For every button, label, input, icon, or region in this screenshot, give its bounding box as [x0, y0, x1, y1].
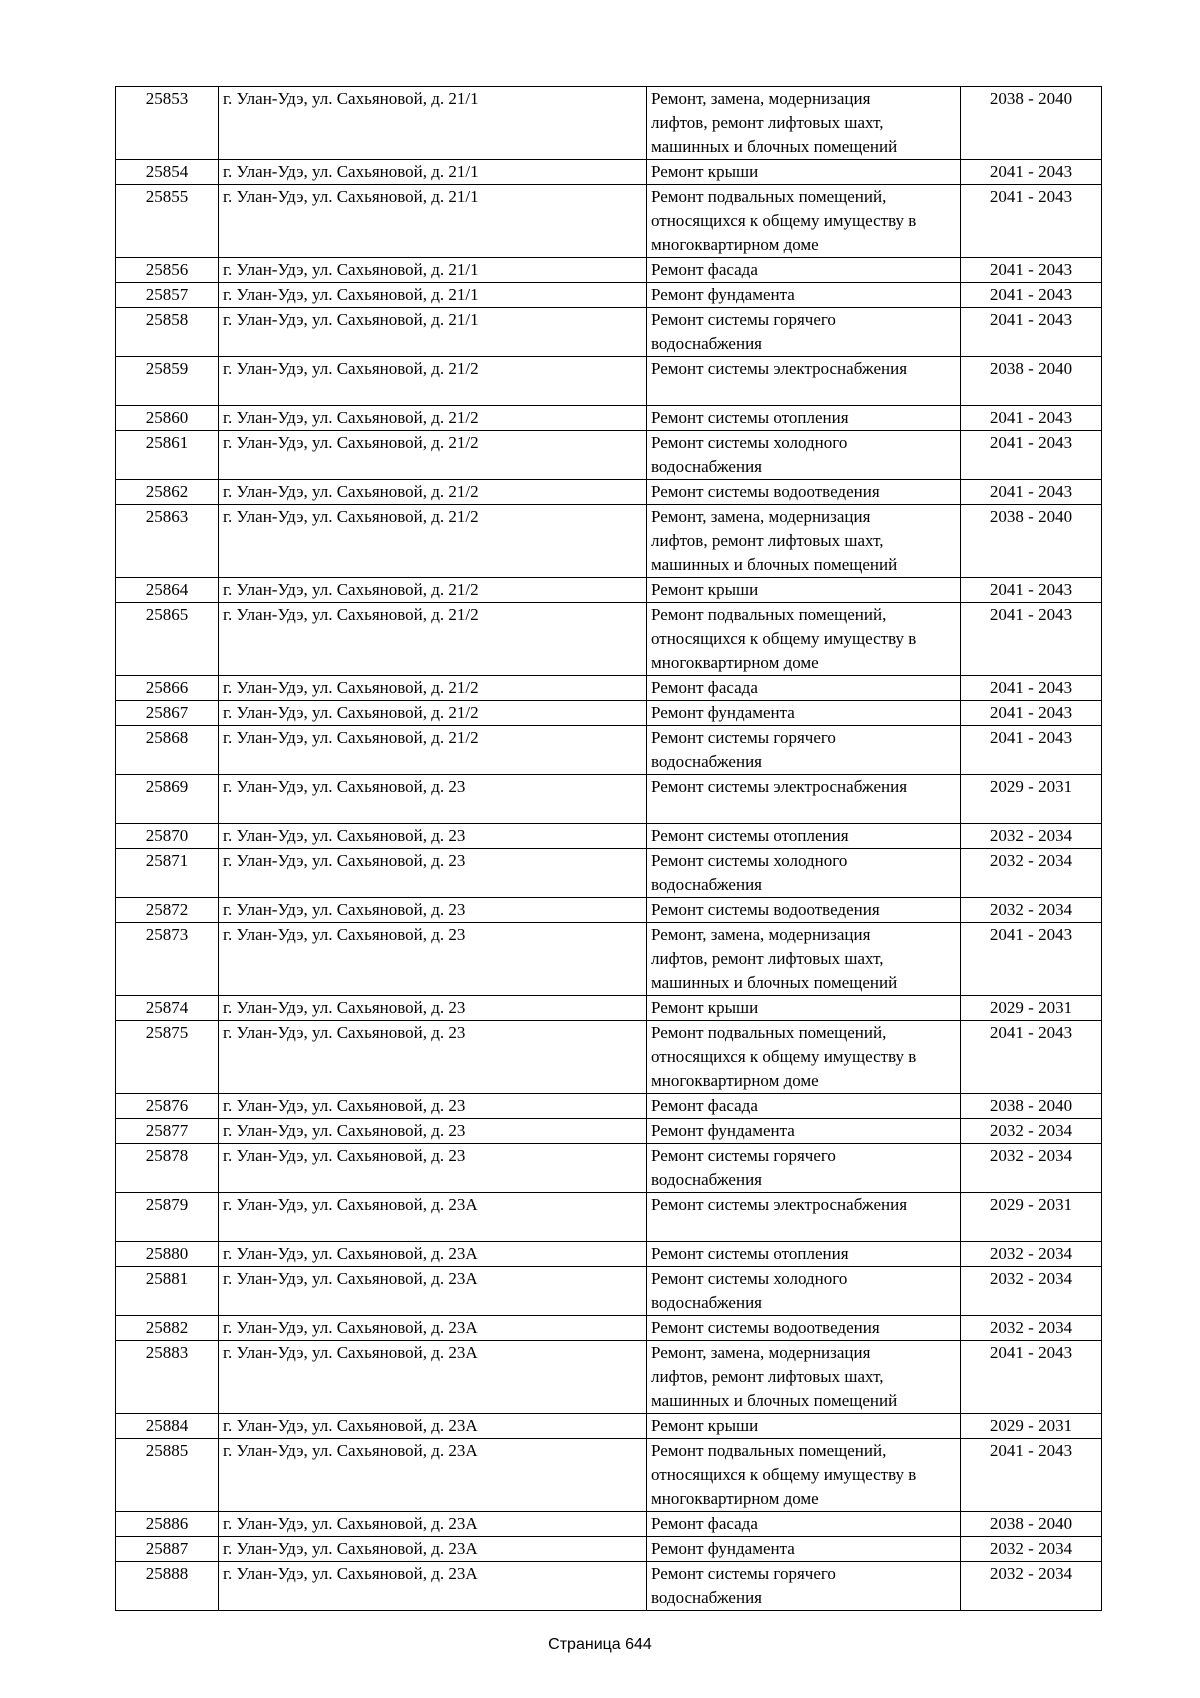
work-type-line — [651, 381, 956, 405]
period-cell: 2041 - 2043 — [961, 160, 1102, 185]
work-type-cell — [647, 775, 961, 824]
work-type-cell — [647, 1021, 961, 1094]
table-row — [116, 1119, 1102, 1144]
work-type-line: Ремонт системы холодного — [651, 433, 848, 452]
table-row — [116, 1512, 1102, 1537]
address-cell: г. Улан-Удэ, ул. Сахьяновой, д. 23 — [219, 1119, 647, 1144]
row-number-cell: 25860 — [116, 406, 219, 431]
period-cell: 2029 - 2031 — [961, 1193, 1102, 1242]
work-type-line: водоснабжения — [651, 334, 762, 353]
row-number-cell: 25864 — [116, 578, 219, 603]
work-type-cell — [647, 1193, 961, 1242]
work-type-line: Ремонт подвальных помещений, — [651, 1441, 887, 1460]
address-cell: г. Улан-Удэ, ул. Сахьяновой, д. 23А — [219, 1341, 647, 1414]
work-type-line: Ремонт системы горячего — [651, 1146, 836, 1165]
work-type-line: Ремонт системы отопления — [651, 1244, 849, 1263]
work-type-cell — [647, 1144, 961, 1193]
address-cell: г. Улан-Удэ, ул. Сахьяновой, д. 21/1 — [219, 160, 647, 185]
address-cell: г. Улан-Удэ, ул. Сахьяновой, д. 21/2 — [219, 676, 647, 701]
row-number-cell: 25873 — [116, 923, 219, 996]
row-number-cell: 25857 — [116, 283, 219, 308]
work-type-line: Ремонт крыши — [651, 162, 759, 181]
period-cell: 2038 - 2040 — [961, 87, 1102, 160]
address-cell: г. Улан-Удэ, ул. Сахьяновой, д. 23А — [219, 1193, 647, 1242]
work-type-cell — [647, 578, 961, 603]
work-type-line: Ремонт подвальных помещений, — [651, 1023, 887, 1042]
work-type-line: Ремонт крыши — [651, 580, 759, 599]
work-type-cell — [647, 185, 961, 258]
work-type-cell — [647, 701, 961, 726]
table-row — [116, 775, 1102, 824]
period-cell: 2029 - 2031 — [961, 775, 1102, 824]
table-row — [116, 505, 1102, 578]
period-cell: 2029 - 2031 — [961, 996, 1102, 1021]
work-type-line: водоснабжения — [651, 752, 762, 771]
period-cell: 2038 - 2040 — [961, 1512, 1102, 1537]
row-number-cell: 25875 — [116, 1021, 219, 1094]
work-type-cell — [647, 357, 961, 406]
address-cell: г. Улан-Удэ, ул. Сахьяновой, д. 23 — [219, 775, 647, 824]
work-type-line: Ремонт системы отопления — [651, 826, 849, 845]
row-number-cell: 25876 — [116, 1094, 219, 1119]
work-type-cell — [647, 898, 961, 923]
table-row — [116, 1341, 1102, 1414]
address-cell: г. Улан-Удэ, ул. Сахьяновой, д. 21/2 — [219, 701, 647, 726]
period-cell: 2041 - 2043 — [961, 701, 1102, 726]
work-type-line: водоснабжения — [651, 1170, 762, 1189]
row-number-cell: 25855 — [116, 185, 219, 258]
address-cell: г. Улан-Удэ, ул. Сахьяновой, д. 23 — [219, 824, 647, 849]
row-number-cell: 25882 — [116, 1316, 219, 1341]
table-row — [116, 1562, 1102, 1611]
address-cell: г. Улан-Удэ, ул. Сахьяновой, д. 23 — [219, 996, 647, 1021]
work-type-cell — [647, 1341, 961, 1414]
work-type-line: относящихся к общему имуществу в — [651, 1047, 917, 1066]
work-type-cell — [647, 726, 961, 775]
period-cell: 2041 - 2043 — [961, 1341, 1102, 1414]
period-cell: 2038 - 2040 — [961, 505, 1102, 578]
table-row — [116, 406, 1102, 431]
row-number-cell: 25874 — [116, 996, 219, 1021]
period-cell: 2029 - 2031 — [961, 1414, 1102, 1439]
row-number-cell: 25887 — [116, 1537, 219, 1562]
table-row — [116, 160, 1102, 185]
work-type-cell — [647, 1094, 961, 1119]
period-cell: 2032 - 2034 — [961, 1316, 1102, 1341]
row-number-cell: 25867 — [116, 701, 219, 726]
work-type-cell — [647, 923, 961, 996]
row-number-cell: 25868 — [116, 726, 219, 775]
table-row — [116, 283, 1102, 308]
work-type-line: Ремонт системы водоотведения — [651, 900, 880, 919]
row-number-cell: 25869 — [116, 775, 219, 824]
address-cell: г. Улан-Удэ, ул. Сахьяновой, д. 21/1 — [219, 283, 647, 308]
work-type-cell — [647, 849, 961, 898]
work-type-cell — [647, 1316, 961, 1341]
table-row — [116, 1144, 1102, 1193]
work-type-line: Ремонт системы горячего — [651, 310, 836, 329]
period-cell: 2038 - 2040 — [961, 1094, 1102, 1119]
address-cell: г. Улан-Удэ, ул. Сахьяновой, д. 23 — [219, 1144, 647, 1193]
address-cell: г. Улан-Удэ, ул. Сахьяновой, д. 21/1 — [219, 258, 647, 283]
row-number-cell: 25871 — [116, 849, 219, 898]
work-type-line: Ремонт крыши — [651, 998, 759, 1017]
period-cell: 2041 - 2043 — [961, 1439, 1102, 1512]
table-row — [116, 849, 1102, 898]
address-cell: г. Улан-Удэ, ул. Сахьяновой, д. 23А — [219, 1316, 647, 1341]
table-row — [116, 824, 1102, 849]
work-type-line: машинных и блочных помещений — [651, 137, 898, 156]
period-cell: 2041 - 2043 — [961, 480, 1102, 505]
address-cell: г. Улан-Удэ, ул. Сахьяновой, д. 23А — [219, 1439, 647, 1512]
address-cell: г. Улан-Удэ, ул. Сахьяновой, д. 21/2 — [219, 726, 647, 775]
table-row — [116, 431, 1102, 480]
address-cell: г. Улан-Удэ, ул. Сахьяновой, д. 23 — [219, 1021, 647, 1094]
address-cell: г. Улан-Удэ, ул. Сахьяновой, д. 21/2 — [219, 406, 647, 431]
table-row — [116, 1537, 1102, 1562]
work-type-line: лифтов, ремонт лифтовых шахт, — [651, 1367, 884, 1386]
table-row — [116, 1193, 1102, 1242]
address-cell: г. Улан-Удэ, ул. Сахьяновой, д. 21/2 — [219, 603, 647, 676]
work-type-cell — [647, 308, 961, 357]
work-type-line: лифтов, ремонт лифтовых шахт, — [651, 949, 884, 968]
work-type-line: машинных и блочных помещений — [651, 1391, 898, 1410]
work-type-line: многоквартирном доме — [651, 1071, 819, 1090]
period-cell: 2041 - 2043 — [961, 603, 1102, 676]
address-cell: г. Улан-Удэ, ул. Сахьяновой, д. 21/2 — [219, 480, 647, 505]
row-number-cell: 25866 — [116, 676, 219, 701]
row-number-cell: 25888 — [116, 1562, 219, 1611]
table-row — [116, 1021, 1102, 1094]
table-row — [116, 701, 1102, 726]
work-type-line: Ремонт системы электроснабжения — [651, 359, 908, 378]
row-number-cell: 25854 — [116, 160, 219, 185]
work-type-cell — [647, 480, 961, 505]
work-type-line: лифтов, ремонт лифтовых шахт, — [651, 531, 884, 550]
period-cell: 2032 - 2034 — [961, 1144, 1102, 1193]
address-cell: г. Улан-Удэ, ул. Сахьяновой, д. 21/2 — [219, 578, 647, 603]
table-row — [116, 258, 1102, 283]
address-cell: г. Улан-Удэ, ул. Сахьяновой, д. 23 — [219, 849, 647, 898]
address-cell: г. Улан-Удэ, ул. Сахьяновой, д. 23 — [219, 1094, 647, 1119]
period-cell: 2032 - 2034 — [961, 1119, 1102, 1144]
address-cell: г. Улан-Удэ, ул. Сахьяновой, д. 21/2 — [219, 505, 647, 578]
period-cell: 2041 - 2043 — [961, 406, 1102, 431]
work-type-line: Ремонт системы электроснабжения — [651, 1195, 908, 1214]
work-type-cell — [647, 431, 961, 480]
address-cell: г. Улан-Удэ, ул. Сахьяновой, д. 21/2 — [219, 431, 647, 480]
row-number-cell: 25884 — [116, 1414, 219, 1439]
table-row — [116, 923, 1102, 996]
period-cell: 2032 - 2034 — [961, 1242, 1102, 1267]
work-type-line: Ремонт системы водоотведения — [651, 1318, 880, 1337]
work-type-line: Ремонт системы горячего — [651, 728, 836, 747]
table-row — [116, 1316, 1102, 1341]
work-type-line: Ремонт, замена, модернизация — [651, 89, 871, 108]
period-cell: 2041 - 2043 — [961, 1021, 1102, 1094]
work-type-line: Ремонт фундамента — [651, 285, 795, 304]
work-type-line: Ремонт подвальных помещений, — [651, 187, 887, 206]
table-row — [116, 480, 1102, 505]
work-type-cell — [647, 1537, 961, 1562]
table-row — [116, 185, 1102, 258]
work-type-line — [651, 799, 956, 823]
period-cell: 2041 - 2043 — [961, 258, 1102, 283]
table-row — [116, 1414, 1102, 1439]
period-cell: 2032 - 2034 — [961, 1562, 1102, 1611]
address-cell: г. Улан-Удэ, ул. Сахьяновой, д. 23А — [219, 1242, 647, 1267]
work-type-line: Ремонт фасада — [651, 1514, 758, 1533]
table-row — [116, 676, 1102, 701]
table-row — [116, 578, 1102, 603]
work-type-cell — [647, 160, 961, 185]
work-type-line: Ремонт системы горячего — [651, 1564, 836, 1583]
table-row — [116, 308, 1102, 357]
row-number-cell: 25863 — [116, 505, 219, 578]
work-type-line: водоснабжения — [651, 457, 762, 476]
period-cell: 2032 - 2034 — [961, 824, 1102, 849]
row-number-cell: 25879 — [116, 1193, 219, 1242]
address-cell: г. Улан-Удэ, ул. Сахьяновой, д. 21/1 — [219, 185, 647, 258]
table-row — [116, 87, 1102, 160]
address-cell: г. Улан-Удэ, ул. Сахьяновой, д. 21/1 — [219, 308, 647, 357]
period-cell: 2041 - 2043 — [961, 431, 1102, 480]
work-type-line: многоквартирном доме — [651, 653, 819, 672]
address-cell: г. Улан-Удэ, ул. Сахьяновой, д. 21/2 — [219, 357, 647, 406]
work-type-cell — [647, 1267, 961, 1316]
address-cell: г. Улан-Удэ, ул. Сахьяновой, д. 23А — [219, 1562, 647, 1611]
work-type-line: водоснабжения — [651, 1588, 762, 1607]
period-cell: 2032 - 2034 — [961, 898, 1102, 923]
work-type-cell — [647, 996, 961, 1021]
period-cell: 2041 - 2043 — [961, 578, 1102, 603]
row-number-cell: 25885 — [116, 1439, 219, 1512]
period-cell: 2041 - 2043 — [961, 923, 1102, 996]
work-type-line: многоквартирном доме — [651, 235, 819, 254]
work-type-line: относящихся к общему имуществу в — [651, 1465, 917, 1484]
work-type-cell — [647, 603, 961, 676]
work-type-line: относящихся к общему имуществу в — [651, 211, 917, 230]
period-cell: 2032 - 2034 — [961, 849, 1102, 898]
row-number-cell: 25878 — [116, 1144, 219, 1193]
work-type-line: Ремонт системы отопления — [651, 408, 849, 427]
table-row — [116, 357, 1102, 406]
period-cell: 2032 - 2034 — [961, 1267, 1102, 1316]
work-type-line: Ремонт фундамента — [651, 703, 795, 722]
table-row — [116, 1094, 1102, 1119]
work-type-line — [651, 1217, 956, 1241]
row-number-cell: 25877 — [116, 1119, 219, 1144]
period-cell: 2041 - 2043 — [961, 726, 1102, 775]
work-type-cell — [647, 258, 961, 283]
work-type-cell — [647, 1119, 961, 1144]
work-type-line: Ремонт, замена, модернизация — [651, 1343, 871, 1362]
row-number-cell: 25872 — [116, 898, 219, 923]
row-number-cell: 25881 — [116, 1267, 219, 1316]
work-type-line: Ремонт крыши — [651, 1416, 759, 1435]
work-type-cell — [647, 676, 961, 701]
row-number-cell: 25865 — [116, 603, 219, 676]
row-number-cell: 25853 — [116, 87, 219, 160]
work-type-line: Ремонт фасада — [651, 260, 758, 279]
work-type-cell — [647, 824, 961, 849]
table-row — [116, 1267, 1102, 1316]
period-cell: 2041 - 2043 — [961, 283, 1102, 308]
work-type-line: Ремонт фасада — [651, 678, 758, 697]
row-number-cell: 25859 — [116, 357, 219, 406]
period-cell: 2038 - 2040 — [961, 357, 1102, 406]
period-cell: 2041 - 2043 — [961, 308, 1102, 357]
table-row — [116, 726, 1102, 775]
row-number-cell: 25858 — [116, 308, 219, 357]
work-type-line: относящихся к общему имуществу в — [651, 629, 917, 648]
work-type-cell — [647, 1512, 961, 1537]
table-row — [116, 603, 1102, 676]
work-type-line: машинных и блочных помещений — [651, 973, 898, 992]
work-type-cell — [647, 1562, 961, 1611]
work-type-cell — [647, 1439, 961, 1512]
table-row — [116, 1242, 1102, 1267]
row-number-cell: 25870 — [116, 824, 219, 849]
table-row — [116, 1439, 1102, 1512]
period-cell: 2032 - 2034 — [961, 1537, 1102, 1562]
period-cell: 2041 - 2043 — [961, 676, 1102, 701]
work-type-line: Ремонт системы водоотведения — [651, 482, 880, 501]
address-cell: г. Улан-Удэ, ул. Сахьяновой, д. 23А — [219, 1414, 647, 1439]
address-cell: г. Улан-Удэ, ул. Сахьяновой, д. 23 — [219, 898, 647, 923]
work-type-line: Ремонт фундамента — [651, 1121, 795, 1140]
table-body — [116, 87, 1102, 1611]
work-type-line: Ремонт, замена, модернизация — [651, 507, 871, 526]
work-type-line: Ремонт системы холодного — [651, 851, 848, 870]
repair-schedule-table — [115, 86, 1102, 1611]
work-type-line: Ремонт фундамента — [651, 1539, 795, 1558]
work-type-line: Ремонт системы холодного — [651, 1269, 848, 1288]
work-type-line: машинных и блочных помещений — [651, 555, 898, 574]
work-type-line: Ремонт подвальных помещений, — [651, 605, 887, 624]
row-number-cell: 25856 — [116, 258, 219, 283]
work-type-line: Ремонт фасада — [651, 1096, 758, 1115]
address-cell: г. Улан-Удэ, ул. Сахьяновой, д. 23А — [219, 1537, 647, 1562]
page-number: Страница 644 — [548, 1636, 652, 1653]
work-type-line: водоснабжения — [651, 875, 762, 894]
work-type-line: водоснабжения — [651, 1293, 762, 1312]
address-cell: г. Улан-Удэ, ул. Сахьяновой, д. 23 — [219, 923, 647, 996]
work-type-line: многоквартирном доме — [651, 1489, 819, 1508]
work-type-cell — [647, 406, 961, 431]
row-number-cell: 25886 — [116, 1512, 219, 1537]
work-type-cell — [647, 505, 961, 578]
row-number-cell: 25883 — [116, 1341, 219, 1414]
work-type-line: лифтов, ремонт лифтовых шахт, — [651, 113, 884, 132]
work-type-cell — [647, 87, 961, 160]
table-row — [116, 898, 1102, 923]
period-cell: 2041 - 2043 — [961, 185, 1102, 258]
row-number-cell: 25861 — [116, 431, 219, 480]
address-cell: г. Улан-Удэ, ул. Сахьяновой, д. 23А — [219, 1512, 647, 1537]
work-type-cell — [647, 283, 961, 308]
table-row — [116, 996, 1102, 1021]
work-type-line: Ремонт системы электроснабжения — [651, 777, 908, 796]
address-cell: г. Улан-Удэ, ул. Сахьяновой, д. 23А — [219, 1267, 647, 1316]
row-number-cell: 25880 — [116, 1242, 219, 1267]
work-type-cell — [647, 1242, 961, 1267]
address-cell: г. Улан-Удэ, ул. Сахьяновой, д. 21/1 — [219, 87, 647, 160]
row-number-cell: 25862 — [116, 480, 219, 505]
work-type-cell — [647, 1414, 961, 1439]
work-type-line: Ремонт, замена, модернизация — [651, 925, 871, 944]
